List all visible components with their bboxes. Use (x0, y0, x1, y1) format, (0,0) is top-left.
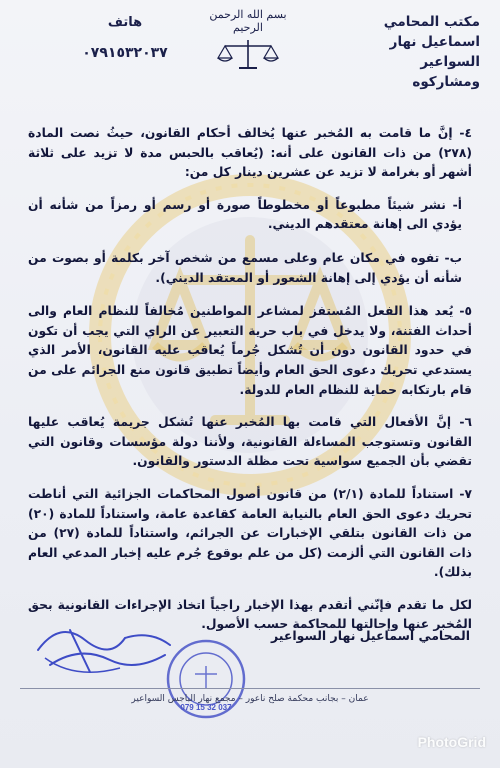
paragraph-7: ٧- استناداً للمادة (٢/١) من قانون أصول المحاكمات الجزائية التي أناطت تحريك دعوى الحق العام بالنيابة العامة كقاعدة عامة، واستناداً للمادة (٢٠) من ذات القانون بتلقي الإخبارات عن الجرائم، واستناداً للمادة (٢٧) من ذات القانون التي ألزمت (كل من علم بوقوع جُرم عليه إخبار المدعي العام بذلك). (28, 486, 472, 580)
firm-name-line1: مكتب المحامي (383, 14, 480, 30)
paragraph-4: ٤- إنَّ ما قامت به المُخبر عنها يُخالف أحكام القانون، حيثُ نصت المادة (٢٧٨) من ذات القانون على أنه: (يُعاقب بالحبس مدة لا تزيد على ثلاثة أشهر أو بغرامة لا تزيد عن عشرين دينار كل من: (28, 126, 472, 180)
handwritten-signature (30, 610, 180, 685)
closing-paragraph: لكل ما تقدم فإنّني أتقدم بهذا الإخبار راجياً اتخاذ الإجراءات القانونية بحق المُخبر عنها وإحالتها للمحاكمة حسب الأصول. (28, 597, 472, 632)
phone-block (70, 12, 180, 64)
firm-name-line3: ومشاركوه (412, 74, 480, 90)
footer-address: عمان – بجانب محكمة صلح ناعور – مجمع نهار الباجس السواعير (131, 694, 369, 704)
phone-label: هاتف (107, 15, 143, 30)
firm-name-block (330, 12, 480, 92)
stamp-phone: 079 15 32 037 (180, 703, 232, 712)
paragraph-4b: ب- تفوه في مكان عام وعلى مسمع من شخص آخر بكلمة أو بصوت من شأنه أن يؤدي إلى إهانة الشعور أو المعتقد الديني). (28, 250, 462, 285)
header-emblem (198, 8, 298, 70)
paragraph-4a: أ- نشر شيئاً مطبوعاً أو مخطوطاً صورة أو رسم أو رمزاً من شأنه أن يؤدي الى إهانة معتقدهم الديني. (28, 197, 462, 232)
signatory-name: المحامي اسماعيل نهار السواعير (270, 628, 470, 643)
phone-number: ٠٧٩١٥٣٢٠٣٧ (82, 45, 168, 61)
paragraph-5: ٥- يُعد هذا الفعل المُستفز لمشاعر المواطنين مُخالفاً للنظام العام والى أحداث الفتنة، ولا يدخل في باب حرية التعبير عن الراي التي يجب أن تكون في حدود القانون دون أن تُشكل جُرماً يُعاقب عليه القانون، الأمر الذي يستدعي تحريك دعوى الحق العام وأيضاً تطبيق قانون منع الجرائم على من قام بارتكابه حماية للنظام العام للدولة. (28, 304, 472, 397)
footer-divider (20, 688, 480, 689)
letter-body (28, 124, 472, 648)
firm-name-line2: اسماعيل نهار السواعير (389, 34, 480, 70)
basmala-text: بسم الله الرحمن الرحيم (209, 8, 287, 34)
paragraph-6: ٦- إنَّ الأفعال التي قامت بها المُخبر عنها تُشكل جريمة يُعاقب عليها القانون وتستوجب المساءلة القانونية، ولأننا دولة مؤسسات وقانون التي تقضي بأن الجميع سواسية تحت مظلة الدستور والقانون. (28, 415, 472, 469)
lawyer-stamp (165, 638, 247, 720)
scales-of-justice-icon (213, 38, 283, 72)
photogrid-watermark: PhotoGrid (417, 734, 486, 750)
